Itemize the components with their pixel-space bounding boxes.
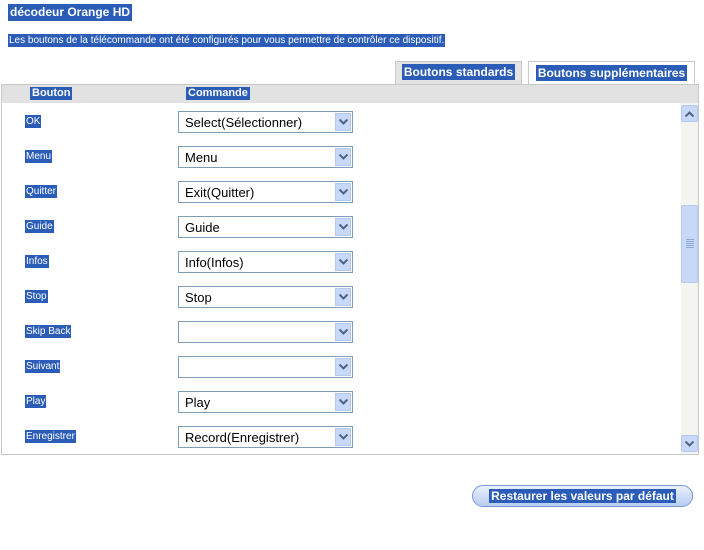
tab-standard-buttons[interactable] — [395, 61, 522, 85]
table-row — [2, 313, 681, 348]
chevron-down-icon[interactable] — [335, 148, 351, 166]
tab-standard-label: Boutons standards — [403, 65, 514, 79]
command-select[interactable] — [178, 216, 353, 238]
scroll-down-button[interactable] — [681, 435, 698, 452]
row-label: Stop — [26, 291, 47, 302]
tab-extra-label: Boutons supplémentaires — [537, 66, 686, 80]
command-select[interactable] — [178, 146, 353, 168]
chevron-down-icon[interactable] — [335, 323, 351, 341]
scroll-up-button[interactable] — [681, 105, 698, 122]
chevron-down-icon[interactable] — [335, 393, 351, 411]
row-label: OK — [26, 116, 41, 127]
table-row — [2, 208, 681, 243]
chevron-down-icon[interactable] — [335, 358, 351, 376]
chevron-down-icon[interactable] — [335, 288, 351, 306]
command-select[interactable] — [178, 251, 353, 273]
chevron-down-icon[interactable] — [335, 218, 351, 236]
row-label: Enregistrer — [26, 431, 75, 442]
table-row — [2, 348, 681, 383]
chevron-down-icon[interactable] — [335, 183, 351, 201]
command-select[interactable] — [178, 391, 353, 413]
row-label: Skip Back — [26, 326, 71, 337]
header-button: Bouton — [32, 87, 71, 99]
command-select[interactable] — [178, 181, 353, 203]
chevron-down-icon — [685, 441, 694, 447]
restore-defaults-label: Restaurer les valeurs par défaut — [491, 489, 674, 503]
command-select[interactable] — [178, 426, 353, 448]
page-title: décodeur Orange HD — [10, 5, 131, 19]
select-value: Info(Infos) — [185, 255, 244, 270]
select-value: Guide — [185, 220, 220, 235]
table-header — [2, 85, 698, 103]
table-row — [2, 173, 681, 208]
command-select[interactable] — [178, 286, 353, 308]
chevron-down-icon[interactable] — [335, 253, 351, 271]
command-select[interactable] — [178, 356, 353, 378]
chevron-down-icon[interactable] — [335, 113, 351, 131]
chevron-up-icon — [685, 111, 694, 117]
table-row — [2, 418, 681, 453]
scroll-thumb[interactable] — [681, 205, 698, 283]
chevron-down-icon[interactable] — [335, 428, 351, 446]
select-value: Record(Enregistrer) — [185, 430, 300, 445]
select-value: Stop — [185, 290, 212, 305]
table-row — [2, 103, 681, 138]
table-row — [2, 138, 681, 173]
button-mapping-panel — [1, 84, 699, 455]
table-row — [2, 278, 681, 313]
row-label: Suivant — [26, 361, 60, 372]
row-label: Guide — [26, 221, 53, 232]
restore-defaults-button[interactable] — [472, 485, 693, 507]
row-label: Quitter — [26, 186, 57, 197]
select-value: Play — [185, 395, 211, 410]
header-command: Commande — [188, 87, 248, 99]
table-row — [2, 383, 681, 418]
vertical-scrollbar[interactable] — [681, 103, 698, 454]
row-label: Menu — [26, 151, 52, 162]
command-select[interactable] — [178, 321, 353, 343]
select-value: Select(Sélectionner) — [185, 115, 303, 130]
page-description: Les boutons de la télécommande ont été configurés pour vous permettre de contrôler ce dispositif. — [9, 35, 445, 46]
grip-icon — [686, 239, 694, 248]
command-select[interactable] — [178, 111, 353, 133]
mapping-list — [2, 103, 681, 454]
tab-extra-buttons[interactable] — [528, 61, 695, 85]
row-label: Infos — [26, 256, 48, 267]
select-value: Menu — [185, 150, 218, 165]
select-value: Exit(Quitter) — [185, 185, 255, 200]
table-row — [2, 243, 681, 278]
row-label: Play — [26, 396, 46, 407]
